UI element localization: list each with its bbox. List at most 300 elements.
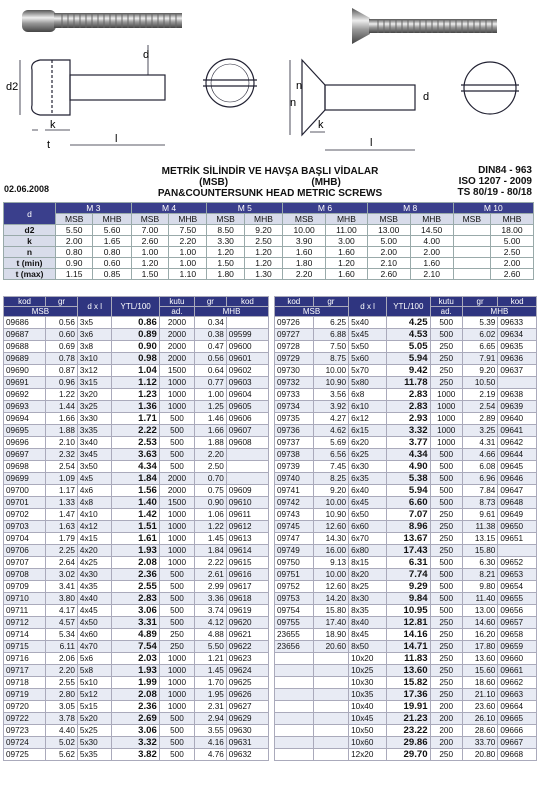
weight: 10.90: [313, 509, 348, 521]
price: 8.96: [387, 521, 430, 533]
table-row: [4, 329, 269, 341]
box-qty: 250: [430, 689, 462, 701]
msb-code: 09729: [275, 353, 314, 365]
mhb-weight: 5.39: [462, 317, 497, 329]
table-row: [275, 689, 537, 701]
mhb-weight: 8.21: [462, 569, 497, 581]
msb-code: 09702: [4, 509, 46, 521]
box-qty: 1000: [159, 677, 194, 689]
msb-code: 09712: [4, 617, 46, 629]
mhb-code: 09647: [498, 485, 537, 497]
table-row: [4, 569, 269, 581]
price: 4.89: [112, 629, 159, 641]
weight: 4.57: [46, 617, 78, 629]
table-row: [275, 665, 537, 677]
size: 5x50: [349, 341, 387, 353]
weight: 1.44: [46, 401, 78, 413]
weight: 3.78: [46, 713, 78, 725]
dim-value: 10.00: [283, 225, 326, 236]
price: 13.60: [387, 665, 430, 677]
mhb-code: 09650: [498, 521, 537, 533]
box-qty: 250: [430, 533, 462, 545]
mhb-code: 09638: [498, 389, 537, 401]
document-date: 02.06.2008: [4, 184, 50, 194]
mhb-weight: 2.50: [195, 461, 227, 473]
msb-code: 09714: [4, 629, 46, 641]
size: 6x35: [349, 473, 387, 485]
mhb-code: 09633: [498, 317, 537, 329]
size: 5x80: [349, 377, 387, 389]
size: 5x12: [77, 689, 112, 701]
price: 11.83: [387, 653, 430, 665]
table-row: [275, 473, 537, 485]
weight: 6.88: [313, 329, 348, 341]
price: 4.53: [387, 329, 430, 341]
size: 8x20: [349, 569, 387, 581]
table-row: [4, 461, 269, 473]
mhb-weight: 13.00: [462, 605, 497, 617]
price: 2.53: [112, 437, 159, 449]
table-row: [275, 449, 537, 461]
col-kod: kod: [4, 297, 46, 307]
msb-code: 09695: [4, 425, 46, 437]
mhb-code: 09603: [226, 377, 268, 389]
l-label: l: [115, 133, 118, 145]
msb-code: 09727: [275, 329, 314, 341]
price: 2.93: [387, 413, 430, 425]
dim-value: 2.10: [367, 258, 410, 269]
mhb-code: 09636: [498, 353, 537, 365]
mhb-code: 09635: [498, 341, 537, 353]
box-qty: 500: [159, 605, 194, 617]
standard-ts: TS 80/19 - 80/18: [457, 187, 532, 198]
price: 21.23: [387, 713, 430, 725]
price: 6.60: [387, 497, 430, 509]
weight: [313, 701, 348, 713]
mhb-code: 09606: [226, 413, 268, 425]
dim-value: [453, 247, 490, 258]
box-qty: 200: [430, 725, 462, 737]
size: 5x40: [349, 317, 387, 329]
table-row: [275, 641, 537, 653]
price: 15.82: [387, 677, 430, 689]
dim-value: [453, 269, 490, 280]
size: 4x10: [77, 509, 112, 521]
box-qty: 500: [159, 713, 194, 725]
dim-value: 5.00: [491, 236, 534, 247]
msb-code: 09732: [275, 377, 314, 389]
mhb-code: 09629: [226, 713, 268, 725]
dim-value: 1.00: [131, 247, 168, 258]
mhb-code: 09646: [498, 473, 537, 485]
size: 5x25: [77, 725, 112, 737]
msb-code: 09698: [4, 461, 46, 473]
size: 4x15: [77, 533, 112, 545]
size: 10x45: [349, 713, 387, 725]
table-row: [275, 749, 537, 761]
col-dxl: d x l: [349, 297, 387, 317]
box-qty: 500: [159, 449, 194, 461]
price: 17.36: [387, 689, 430, 701]
msb-code: 09700: [4, 485, 46, 497]
table-row: [275, 353, 537, 365]
table-row: [275, 341, 537, 353]
table-row: [4, 413, 269, 425]
box-qty: 1000: [430, 401, 462, 413]
msb-code: 09755: [275, 617, 314, 629]
table-row: [275, 701, 537, 713]
dim-value: 2.20: [283, 269, 326, 280]
box-qty: 1000: [430, 389, 462, 401]
msb-code: 09707: [4, 557, 46, 569]
size: 4x45: [77, 605, 112, 617]
weight: [313, 749, 348, 761]
size: 6x80: [349, 545, 387, 557]
size: 4x5: [77, 473, 112, 485]
box-qty: 500: [430, 569, 462, 581]
mhb-code: 09657: [498, 617, 537, 629]
dim-value: 2.10: [410, 269, 453, 280]
dim-value: 5.60: [93, 225, 131, 236]
mhb-weight: 0.77: [195, 377, 227, 389]
table-row: [275, 569, 537, 581]
dim-value: 2.60: [491, 269, 534, 280]
weight: 14.20: [313, 593, 348, 605]
mhb-weight: 8.73: [462, 497, 497, 509]
sub-header: MHB: [410, 214, 453, 225]
box-qty: 1500: [159, 365, 194, 377]
dim-value: 1.50: [207, 258, 244, 269]
mhb-code: 09623: [226, 653, 268, 665]
msb-code: 09689: [4, 353, 46, 365]
table-row: [275, 461, 537, 473]
col-ad: ad.: [430, 307, 462, 317]
box-qty: 500: [430, 593, 462, 605]
table-row: [4, 701, 269, 713]
price: 2.36: [112, 701, 159, 713]
l2-label: l: [370, 137, 373, 149]
price: 4.90: [387, 461, 430, 473]
price-table-right: [274, 296, 537, 761]
mhb-weight: 1.25: [195, 401, 227, 413]
box-qty: 250: [430, 677, 462, 689]
box-qty: 500: [430, 317, 462, 329]
mhb-weight: 0.64: [195, 365, 227, 377]
msb-code: 09711: [4, 605, 46, 617]
msb-code: 09703: [4, 521, 46, 533]
weight: 2.64: [46, 557, 78, 569]
mhb-weight: 0.90: [195, 497, 227, 509]
table-row: [4, 317, 269, 329]
dim-value: [453, 258, 490, 269]
dim-value: 1.20: [326, 258, 368, 269]
msb-code: 09734: [275, 401, 314, 413]
box-qty: 200: [430, 701, 462, 713]
mhb-code: 09654: [498, 581, 537, 593]
mhb-code: 09624: [226, 665, 268, 677]
size: 5x45: [349, 329, 387, 341]
msb-code: 09733: [275, 389, 314, 401]
msb-code: 09754: [275, 605, 314, 617]
weight: 4.17: [46, 605, 78, 617]
price: 13.67: [387, 533, 430, 545]
price: 0.90: [112, 341, 159, 353]
box-qty: 250: [430, 509, 462, 521]
dim-row-label: t (max): [4, 269, 56, 280]
dim-value: 2.60: [367, 269, 410, 280]
price: 1.93: [112, 545, 159, 557]
weight: 7.50: [313, 341, 348, 353]
mhb-weight: 6.08: [462, 461, 497, 473]
mhb-weight: 9.61: [462, 509, 497, 521]
table-row: [4, 377, 269, 389]
weight: 6.11: [46, 641, 78, 653]
price: 11.78: [387, 377, 430, 389]
dim-row-label: t (min): [4, 258, 56, 269]
table-row: [4, 485, 269, 497]
dim-value: 9.20: [244, 225, 282, 236]
weight: 10.00: [313, 365, 348, 377]
box-qty: 500: [159, 569, 194, 581]
weight: 8.75: [313, 353, 348, 365]
table-row: [4, 521, 269, 533]
mhb-code: 09614: [226, 545, 268, 557]
size: 6x70: [349, 533, 387, 545]
size-header: M 5: [207, 203, 283, 214]
size: 3x40: [77, 437, 112, 449]
msb-code: 09725: [4, 749, 46, 761]
dim-value: 1.60: [283, 247, 326, 258]
col-gr: gr: [46, 297, 78, 307]
mhb-weight: 4.31: [462, 437, 497, 449]
size: 4x12: [77, 521, 112, 533]
price: 0.89: [112, 329, 159, 341]
price: 0.86: [112, 317, 159, 329]
weight: 12.60: [313, 521, 348, 533]
mhb-weight: 13.60: [462, 653, 497, 665]
price: 3.06: [112, 605, 159, 617]
mhb-code: 09634: [498, 329, 537, 341]
box-qty: 500: [430, 581, 462, 593]
mhb-code: 09618: [226, 593, 268, 605]
weight: 3.41: [46, 581, 78, 593]
sub-header: MSB: [367, 214, 410, 225]
box-qty: 250: [430, 629, 462, 641]
table-row: [275, 497, 537, 509]
mhb-code: 09664: [498, 701, 537, 713]
msb-code: 09710: [4, 593, 46, 605]
box-qty: 250: [430, 617, 462, 629]
sub-header: MSB: [131, 214, 168, 225]
table-row: [4, 725, 269, 737]
mhb-weight: 3.25: [462, 425, 497, 437]
mhb-weight: 0.56: [195, 353, 227, 365]
msb-code: 09738: [275, 449, 314, 461]
mhb-code: 09625: [226, 677, 268, 689]
dim-value: 1.15: [56, 269, 93, 280]
price: 5.38: [387, 473, 430, 485]
mhb-weight: 15.60: [462, 665, 497, 677]
mhb-code: 09602: [226, 365, 268, 377]
msb-code: [275, 749, 314, 761]
table-row: [275, 329, 537, 341]
table-row: [4, 425, 269, 437]
dim-value: [453, 225, 490, 236]
table-row: [275, 389, 537, 401]
table-row: [275, 605, 537, 617]
mhb-code: 09613: [226, 533, 268, 545]
mhb-weight: 1.84: [195, 545, 227, 557]
mhb-code: 09651: [498, 533, 537, 545]
size: 6x12: [349, 413, 387, 425]
msb-code: 09687: [4, 329, 46, 341]
size: 6x10: [349, 401, 387, 413]
msb-code: 09690: [4, 365, 46, 377]
size: 6x8: [349, 389, 387, 401]
weight: 1.88: [46, 425, 78, 437]
table-row: [4, 509, 269, 521]
weight: [313, 713, 348, 725]
mhb-code: 09648: [498, 497, 537, 509]
mhb-weight: 1.21: [195, 653, 227, 665]
box-qty: 250: [430, 353, 462, 365]
mhb-code: [226, 449, 268, 461]
msb-code: 09728: [275, 341, 314, 353]
table-row: [275, 521, 537, 533]
price: 23.22: [387, 725, 430, 737]
mhb-code: 09661: [498, 665, 537, 677]
table-row: [4, 665, 269, 677]
box-qty: 250: [430, 377, 462, 389]
mhb-weight: 20.80: [462, 749, 497, 761]
box-qty: 2000: [159, 473, 194, 485]
table-row: [275, 545, 537, 557]
weight: 15.80: [313, 605, 348, 617]
size: 10x40: [349, 701, 387, 713]
mhb-weight: 1.95: [195, 689, 227, 701]
box-qty: 500: [159, 461, 194, 473]
weight: 10.00: [313, 497, 348, 509]
mhb-code: 09617: [226, 581, 268, 593]
msb-code: 09693: [4, 401, 46, 413]
mhb-weight: 0.38: [195, 329, 227, 341]
table-row: [275, 713, 537, 725]
table-row: [4, 473, 269, 485]
dim-value: 2.50: [244, 236, 282, 247]
msb-code: 09708: [4, 569, 46, 581]
table-row: [4, 737, 269, 749]
mhb-code: 09607: [226, 425, 268, 437]
dim-value: 2.00: [367, 247, 410, 258]
dim-value: 1.20: [244, 247, 282, 258]
price: 19.91: [387, 701, 430, 713]
mhb-weight: 1.45: [195, 533, 227, 545]
dim-value: 1.80: [283, 258, 326, 269]
mhb-code: 09619: [226, 605, 268, 617]
dim-value: 1.10: [169, 269, 207, 280]
mhb-code: 09616: [226, 569, 268, 581]
mhb-code: 09644: [498, 449, 537, 461]
sub-header: MSB: [283, 214, 326, 225]
price: 29.86: [387, 737, 430, 749]
size: 5x35: [77, 749, 112, 761]
price: 2.08: [112, 557, 159, 569]
table-row: [275, 425, 537, 437]
weight: 9.20: [313, 485, 348, 497]
table-row: [4, 617, 269, 629]
price: 2.83: [387, 389, 430, 401]
table-row: [275, 413, 537, 425]
mhb-code: 09630: [226, 725, 268, 737]
dim-value: 5.50: [56, 225, 93, 236]
box-qty: 250: [159, 629, 194, 641]
price: 3.63: [112, 449, 159, 461]
price: 9.84: [387, 593, 430, 605]
price: 3.06: [112, 725, 159, 737]
weight: 5.69: [313, 437, 348, 449]
table-row: [275, 581, 537, 593]
msb-code: 09737: [275, 437, 314, 449]
size: 3x35: [77, 425, 112, 437]
price: 1.36: [112, 401, 159, 413]
price: 7.74: [387, 569, 430, 581]
standard-din: DIN84 - 963: [478, 165, 532, 176]
box-qty: 500: [159, 437, 194, 449]
size: 3x25: [77, 401, 112, 413]
table-row: [275, 437, 537, 449]
mhb-weight: 0.70: [195, 473, 227, 485]
table-row: [4, 581, 269, 593]
table-row: [4, 401, 269, 413]
size: 3x20: [77, 389, 112, 401]
col-kod: kod: [275, 297, 314, 307]
price: 9.42: [387, 365, 430, 377]
msb-code: 09719: [4, 689, 46, 701]
msb-code: 09752: [275, 581, 314, 593]
mhb-weight: 3.36: [195, 593, 227, 605]
mhb-weight: 4.76: [195, 749, 227, 761]
weight: 14.30: [313, 533, 348, 545]
weight: 20.60: [313, 641, 348, 653]
box-qty: 250: [430, 641, 462, 653]
weight: [313, 725, 348, 737]
msb-code: 09717: [4, 665, 46, 677]
mhb-weight: 5.50: [195, 641, 227, 653]
msb-code: 09749: [275, 545, 314, 557]
mhb-weight: 0.34: [195, 317, 227, 329]
price: 10.95: [387, 605, 430, 617]
mhb-weight: 14.60: [462, 617, 497, 629]
table-row: [4, 641, 269, 653]
dim-value: 0.80: [56, 247, 93, 258]
price: 2.03: [112, 653, 159, 665]
weight: 10.00: [313, 569, 348, 581]
size: 5x8: [77, 665, 112, 677]
dim-value: 7.50: [169, 225, 207, 236]
box-qty: 1000: [159, 377, 194, 389]
msb-code: [275, 689, 314, 701]
size: 3x45: [77, 449, 112, 461]
price: 17.43: [387, 545, 430, 557]
size: 6x30: [349, 461, 387, 473]
col-price: YTL/100: [387, 297, 430, 317]
table-row: [275, 593, 537, 605]
mhb-weight: 2.31: [195, 701, 227, 713]
weight: 2.10: [46, 437, 78, 449]
mhb-code: [498, 545, 537, 557]
mhb-weight: 2.94: [195, 713, 227, 725]
dim-value: 1.60: [326, 269, 368, 280]
